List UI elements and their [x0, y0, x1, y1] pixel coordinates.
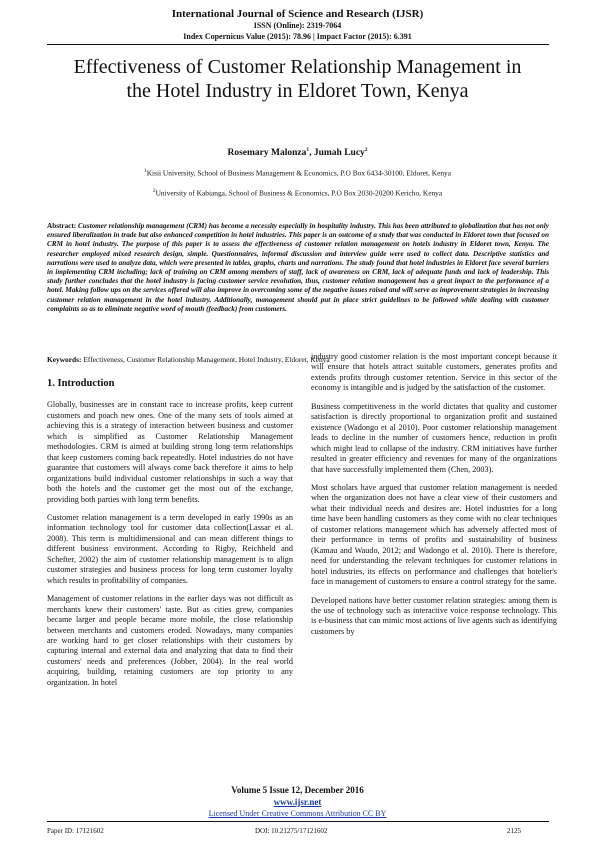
paragraph: Management of customer relations in the earlier days was not difficult as merchants knew their customers' taste. But as cities grew, companies became larger and people became more mobile, the close relationship between merchants and customers eroded. Nowadays, many companies are working hard to get closer relationships with their customers by capturing internal and external data and analyzing that data to find their customers' needs and preferences (Jobber, 2004). In the real world acquiring, building, retaining customers are top priority to any organization. In hotel: [47, 594, 293, 687]
abstract: [47, 222, 549, 314]
footer-paper-id: Paper ID: 17121602: [47, 827, 104, 835]
left-column: [47, 379, 293, 696]
paragraph: Developed nations have better customer relation strategies: among them is the use of technology such as interactive voice response technology. This is e-business that can mimic most actions of live agents such as identifying customers by: [311, 595, 557, 636]
section-heading-introduction: 1. Introduction: [47, 378, 115, 389]
abstract-label: Abstract:: [47, 222, 77, 230]
journal-name: International Journal of Science and Research (IJSR): [171, 8, 424, 20]
paragraph: Most scholars have argued that customer relation management is needed when the organization does not have a clear view of their customers and what their individual needs and desires are. Hotel industries for a long time have been handling customers as they come with no clear techniques of customer relations management which has adversely affected most of their performance in terms of profits and sustainability of business (Kamau and Waudo, 2012; and Wadongo et al. 2010). There is therefore, need for understanding the relevant techniques for customer relations in hotel industries, its effects on performance and challenges that hotelier's face in management of customers to ensure a control strategy for the same.: [311, 482, 557, 587]
footer-volume: Volume 5 Issue 12, December 2016: [231, 785, 364, 795]
affiliation-1-text: Kisii University, School of Business Management & Economics, P.O Box 6434-30100, Eldoret, Kenya: [146, 168, 452, 178]
paragraph: industry good customer relation is the most important concept because it will ensure that hotels attract suitable customers, generates profits and extends profits through customer retention. Service in this sector of the economy is intangible and is judged by the satisfaction of the customer.: [311, 352, 557, 393]
author-list: [0, 147, 595, 158]
abstract-text: Customer relationship management (CRM) has become a necessity especially in hospitality industry. This has been attributed to globalization that has not only ensured liberalization in trade but also enhanced competition in hotel industries. This paper is an outcome of a study that was conducted in Eldoret town that focused on CRM in hotel industry. The purpose of this paper is to assess the effectiveness of customer relation management on hotels industry in Eldoret town, Kenya. The researcher employed mixed research design, simple. Questionnaires, informal discussion and interview guide were used to collect data. Descriptive statistics and narrations were used to analyze data, which were presented in tables, graphs, charts and narrations. The study found that hotel industries in Eldoret face several barriers in implementing CRM including; lack of training on CRM among members of staff, lack of awareness on CRM, lack of adequate funds and lack of leadership. This study further concludes that the hotel industry is facing customer service revolution, thus, customer relation management has a great impact to the performance of a hotel. Making follow ups on the services offered will also improve in overcoming some of the negative issues raised and will serve as improvement strategies in increasing customer relation management in the hotel industry. Additionally, management should put in place strict guidelines to be followed while dealing with customer complaints so as to eliminate negative word of mouth (feedback) from customers.: [47, 222, 549, 313]
paragraph: Business competitiveness in the world dictates that quality and customer satisfaction is directly proportional to organization profit and sustained existence (Wadongo et al 2010). Poor customer relationship management leads to decline in the number of customers hence, reduction in profit which might lead to collapse of the industry. CRM initiatives have further resulted in greater efficiency and revenues for many of the organizations that have successfully implemented them (Chen, 2003).: [311, 401, 557, 474]
affiliation-1-sup: 1: [143, 168, 147, 174]
keywords-text: Effectiveness, Customer Relationship Management, Hotel Industry, Eldoret, Kenya: [81, 355, 330, 364]
footer-website-link[interactable]: www.ijsr.net: [273, 797, 322, 807]
paragraph: Globally, businesses are in constant race to increase profits, keep current customers and poach new ones. One of the many sets of tools aimed at achieving this is a strategy of interaction between business and customer which is simplified as Customer Relationship Management methodologies. CRM is aimed at building strong long term relationships that keep customers coming back repeatedly. Hotel industries do not have guarantee that customers will always come back therefore it aims to help organizations build individual customer relationships in such a way that both the hotels and the customer get the most out of the exchange, providing both parties with long term benefits.: [47, 400, 293, 504]
affiliation-2-sup: 2: [152, 188, 156, 194]
paper-title: Effectiveness of Customer Relationship Management in the Hotel Industry in Eldoret Town, Kenya: [73, 56, 522, 102]
journal-issn: ISSN (Online): 2319-7064: [253, 21, 342, 30]
paragraph: Customer relation management is a term developed in early 1990s as an information technology tool for customer data collection(Lassar et al. 2008). This term is multidimensional and can mean different things to different business environment. According to Rigby, Reichheld and Schefter, 2002) the aim of customer relationship management is to align customer strategies and business process for long term customer loyalty which results in profitability of companies.: [47, 512, 293, 585]
header-rule: [47, 44, 549, 45]
keywords-label: Keywords:: [47, 355, 82, 364]
footer-rule: [47, 821, 549, 822]
author-1-sup: 1: [306, 147, 310, 153]
footer-doi: DOI: 10.21275/17121602: [255, 827, 328, 835]
author-separator: ,: [309, 148, 314, 159]
affiliation-2-text: University of Kabianga, School of Business & Economics, P.O Box 2030-20200 Kericho, Kenya: [155, 188, 443, 198]
right-column: [311, 352, 557, 645]
author-1: Rosemary Malonza: [227, 148, 307, 159]
affiliation-2: [0, 188, 595, 197]
affiliation-1: [0, 168, 595, 177]
footer-license-link[interactable]: Licensed Under Creative Commons Attribution CC BY: [208, 809, 387, 818]
journal-index: Index Copernicus Value (2015): 78.96 | Impact Factor (2015): 6.391: [183, 32, 412, 41]
footer-page-number: 2125: [507, 827, 521, 835]
author-2: Jumah Lucy: [313, 148, 365, 159]
author-2-sup: 2: [364, 147, 368, 153]
